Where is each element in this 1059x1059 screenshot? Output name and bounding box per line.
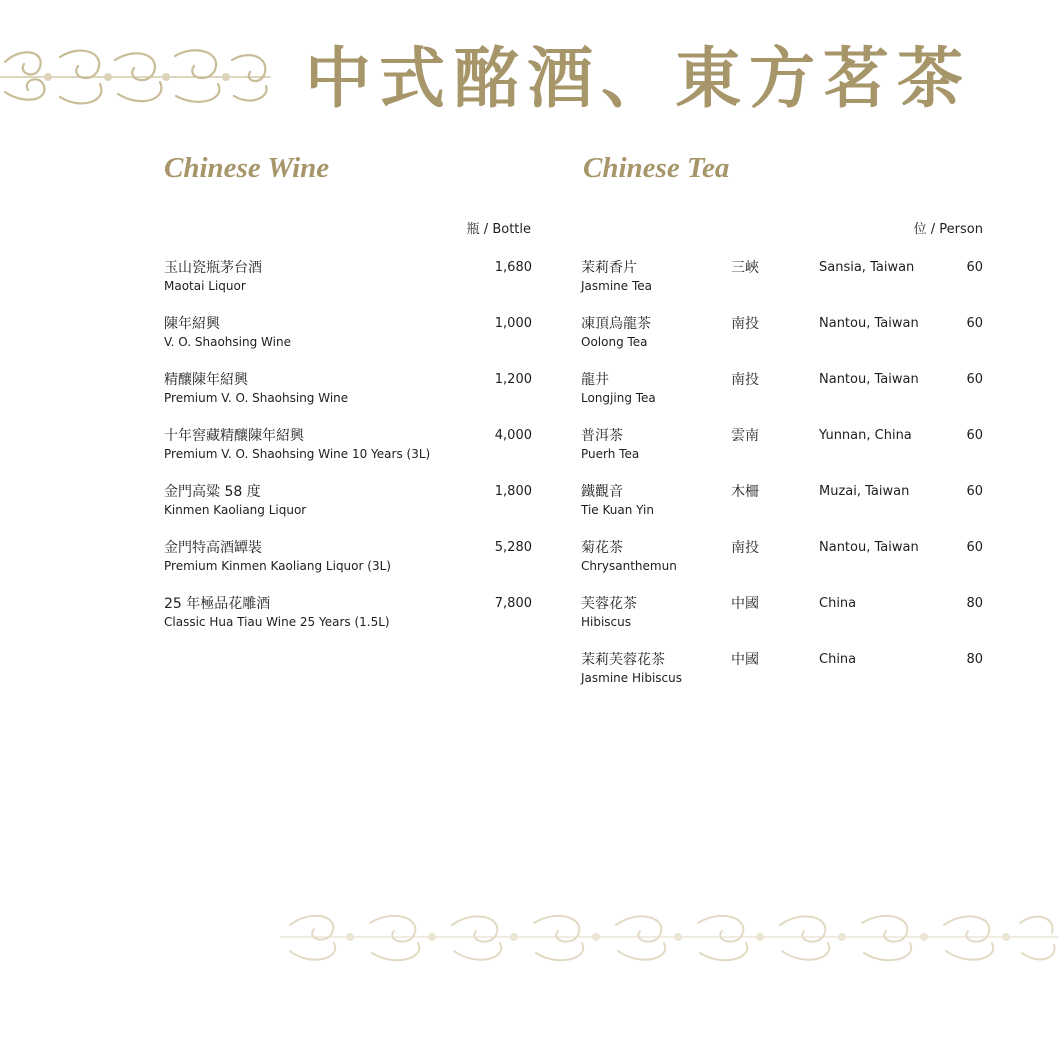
tea-origin-zh: 三峽 bbox=[731, 260, 759, 276]
wine-list bbox=[164, 258, 532, 650]
tea-name-zh: 芙蓉花茶 bbox=[581, 596, 637, 612]
wine-price: 7,800 bbox=[494, 596, 532, 611]
tea-name-zh: 普洱茶 bbox=[581, 428, 623, 444]
tea-item bbox=[581, 426, 983, 482]
tea-name-en: Hibiscus bbox=[581, 615, 632, 629]
tea-origin-zh: 木柵 bbox=[731, 484, 759, 500]
tea-name-en: Tie Kuan Yin bbox=[581, 503, 654, 517]
wine-name-zh: 金門高粱 58 度 bbox=[164, 484, 261, 500]
tea-item bbox=[581, 482, 983, 538]
tea-item bbox=[581, 594, 983, 650]
wine-name-zh: 25 年極品花雕酒 bbox=[164, 596, 271, 612]
page-title: 中式酩酒、東方茗茶 bbox=[305, 39, 971, 117]
tea-price: 60 bbox=[966, 372, 983, 387]
tea-origin-zh: 南投 bbox=[731, 372, 759, 388]
wine-price: 1,200 bbox=[494, 372, 532, 387]
tea-item bbox=[581, 314, 983, 370]
wine-name-en: Classic Hua Tiau Wine 25 Years (1.5L) bbox=[164, 615, 390, 629]
tea-origin-en: Nantou, Taiwan bbox=[819, 540, 919, 555]
wine-item bbox=[164, 258, 532, 314]
tea-price-unit: 位 / Person bbox=[913, 222, 983, 237]
tea-name-en: Jasmine Hibiscus bbox=[581, 671, 682, 685]
tea-name-en: Puerh Tea bbox=[581, 447, 640, 461]
wine-name-zh: 陳年紹興 bbox=[164, 316, 220, 332]
tea-origin-en: Yunnan, China bbox=[819, 428, 912, 443]
tea-origin-en: Nantou, Taiwan bbox=[819, 372, 919, 387]
tea-price: 60 bbox=[966, 428, 983, 443]
tea-origin-zh: 雲南 bbox=[731, 428, 759, 444]
wine-price: 1,000 bbox=[494, 316, 532, 331]
tea-price: 60 bbox=[966, 540, 983, 555]
wine-name-zh: 金門特高酒罈裝 bbox=[164, 540, 262, 556]
tea-origin-en: Muzai, Taiwan bbox=[819, 484, 910, 499]
cloud-scroll-ornament-bottom bbox=[280, 905, 1059, 970]
cloud-scroll-ornament-top bbox=[0, 42, 275, 112]
wine-name-en: Premium V. O. Shaohsing Wine bbox=[164, 391, 349, 405]
tea-price: 80 bbox=[966, 652, 983, 667]
wine-name-en: Premium Kinmen Kaoliang Liquor (3L) bbox=[164, 559, 391, 573]
tea-name-en: Longjing Tea bbox=[581, 391, 656, 405]
tea-name-zh: 鐵觀音 bbox=[581, 484, 623, 500]
wine-item bbox=[164, 426, 532, 482]
wine-heading: Chinese Wine bbox=[164, 152, 330, 184]
wine-price: 5,280 bbox=[494, 540, 532, 555]
wine-name-en: Maotai Liquor bbox=[164, 279, 246, 293]
tea-name-zh: 龍井 bbox=[581, 372, 609, 388]
wine-name-en: Premium V. O. Shaohsing Wine 10 Years (3L) bbox=[164, 447, 431, 461]
wine-name-zh: 精釀陳年紹興 bbox=[164, 372, 248, 388]
tea-name-en: Chrysanthemun bbox=[581, 559, 677, 573]
tea-name-zh: 茉莉香片 bbox=[581, 260, 637, 276]
tea-origin-en: Nantou, Taiwan bbox=[819, 316, 919, 331]
wine-item bbox=[164, 314, 532, 370]
tea-item bbox=[581, 370, 983, 426]
wine-price: 4,000 bbox=[494, 428, 532, 443]
wine-price: 1,680 bbox=[494, 260, 532, 275]
wine-price: 1,800 bbox=[494, 484, 532, 499]
tea-price: 60 bbox=[966, 260, 983, 275]
wine-name-zh: 玉山瓷瓶茅台酒 bbox=[164, 260, 262, 276]
tea-price: 80 bbox=[966, 596, 983, 611]
wine-name-en: V. O. Shaohsing Wine bbox=[164, 335, 291, 349]
wine-price-unit: 瓶 / Bottle bbox=[466, 222, 531, 237]
tea-origin-zh: 中國 bbox=[731, 652, 759, 668]
tea-origin-en: Sansia, Taiwan bbox=[819, 260, 915, 275]
tea-origin-zh: 中國 bbox=[731, 596, 759, 612]
tea-list bbox=[581, 258, 983, 706]
tea-name-en: Oolong Tea bbox=[581, 335, 648, 349]
wine-item bbox=[164, 370, 532, 426]
tea-name-zh: 菊花茶 bbox=[581, 540, 623, 556]
wine-name-en: Kinmen Kaoliang Liquor bbox=[164, 503, 307, 517]
tea-item bbox=[581, 650, 983, 706]
tea-origin-zh: 南投 bbox=[731, 540, 759, 556]
tea-name-zh: 茉莉芙蓉花茶 bbox=[581, 652, 665, 668]
tea-item bbox=[581, 258, 983, 314]
wine-name-zh: 十年窖藏精釀陳年紹興 bbox=[164, 428, 304, 444]
tea-origin-zh: 南投 bbox=[731, 316, 759, 332]
tea-price: 60 bbox=[966, 316, 983, 331]
wine-item bbox=[164, 594, 532, 650]
tea-name-en: Jasmine Tea bbox=[581, 279, 652, 293]
tea-item bbox=[581, 538, 983, 594]
tea-origin-en: China bbox=[819, 652, 857, 667]
wine-item bbox=[164, 482, 532, 538]
tea-price: 60 bbox=[966, 484, 983, 499]
tea-heading: Chinese Tea bbox=[583, 152, 730, 184]
wine-item bbox=[164, 538, 532, 594]
tea-origin-en: China bbox=[819, 596, 857, 611]
tea-name-zh: 凍頂烏龍茶 bbox=[581, 316, 651, 332]
